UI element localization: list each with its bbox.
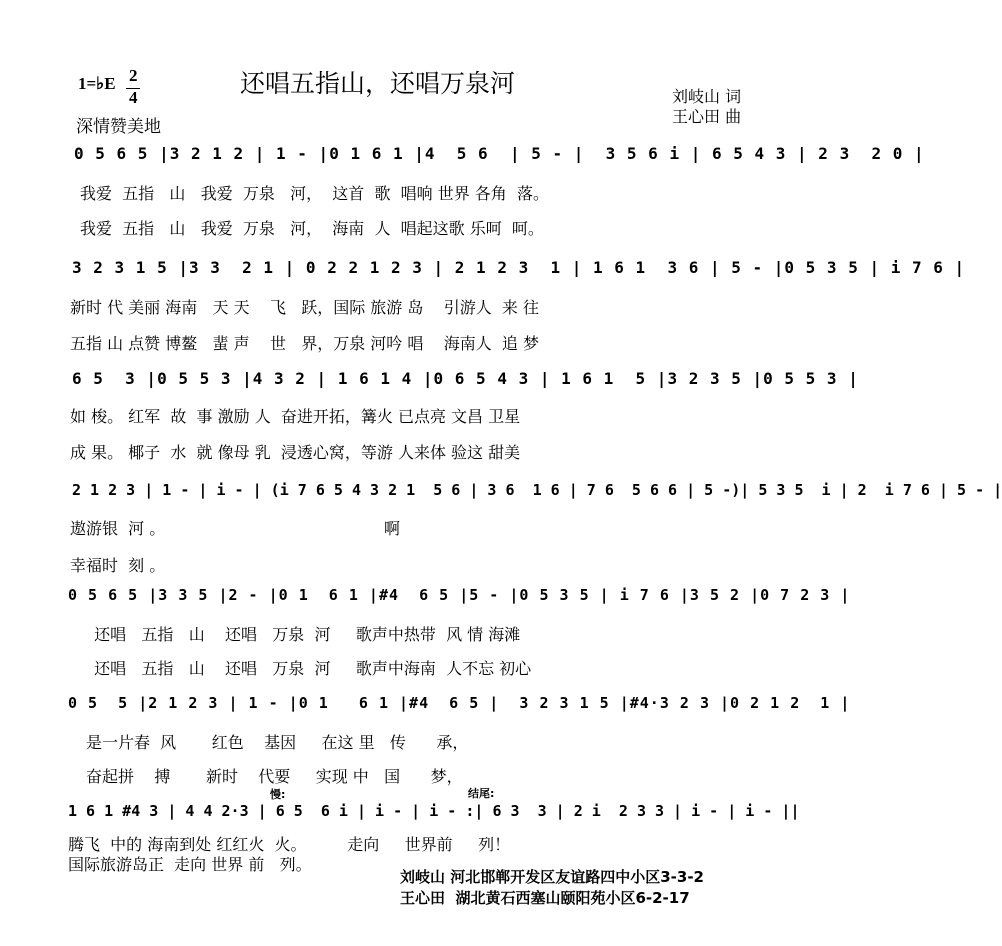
notation-line-3: 6 5 3 |0 5 5 3 |4 3 2 | 1 6 1 4 |0 6 5 4 3 | 1 6 1 5 |3 2 3 5 |0 5 5 3 | xyxy=(72,369,859,388)
lyric-line-4b: 幸福时 刻 。 xyxy=(70,556,166,575)
coda-marking: 结尾: xyxy=(468,787,495,800)
lyric-line-3a: 如 梭。 红军 故 事 激励 人 奋进开拓，篝火 已点亮 文昌 卫星 xyxy=(70,407,521,426)
notation-line-5: 0 5 6 5 |3 3 5 |2 - |0 1 6 1 |#4 6 5 |5 - |0 5 3 5 | i 7 6 |3 5 2 |0 7 2 3 | xyxy=(68,586,851,604)
notation-line-2: 3 2 3 1 5 |3 3 2 1 | 0 2 2 1 2 3 | 2 1 2 3 1 | 1 6 1 3 6 | 5 - |0 5 3 5 | i 7 6 | xyxy=(72,258,966,277)
notation-line-1: 0 5 6 5 |3 2 1 2 | 1 - |0 1 6 1 |4 5 6 | 5 - | 3 5 6 i | 6 5 4 3 | 2 3 2 0 | xyxy=(74,144,925,163)
song-title: 还唱五指山，还唱万泉河 xyxy=(240,69,516,98)
lyric-line-4a: 遨游银 河 。 啊 xyxy=(70,519,400,538)
lyric-line-5b: 还唱 五指 山 还唱 万泉 河 歌声中海南 人不忘 初心 xyxy=(84,659,532,678)
lyric-line-3b: 成 果。 椰子 水 就 像母 乳 浸透心窝，等游 人来体 验这 甜美 xyxy=(70,443,521,462)
notation-line-4: 2 1 2 3 | 1 - | i - | (i 7 6 5 4 3 2 1 5 6 | 3 6 1 6 | 7 6 5 6 6 | 5 -)| 5 3 5 i | 2 i 7 6 | 5 - | xyxy=(72,481,1002,499)
slow-marking: 慢: xyxy=(270,788,286,801)
tempo-marking: 深情赞美地 xyxy=(76,117,161,137)
composer-credit: 王心田 曲 xyxy=(672,107,742,126)
lyricist-address: 刘岐山 河北邯郸开发区友谊路四中小区3-3-2 xyxy=(400,868,704,886)
notation-line-7: 1 6 1 #4 3 | 4 4 2·3 | 6 5 6 i | i - | i - :| 6 3 3 | 2 i 2 3 3 | i - | i - || xyxy=(68,802,800,820)
composer-address: 王心田 湖北黄石西塞山颐阳苑小区6-2-17 xyxy=(400,889,690,907)
time-sig-top: 2 xyxy=(129,66,138,85)
lyric-line-1b: 我爱 五指 山 我爱 万泉 河， 海南 人 唱起这歌 乐呵 呵。 xyxy=(80,219,544,238)
lyric-line-5a: 还唱 五指 山 还唱 万泉 河 歌声中热带 风 情 海滩 xyxy=(84,625,521,644)
lyric-line-7a: 腾飞 中的 海南到处 红红火 火。 走向 世界前 列！ xyxy=(68,835,511,854)
lyricist-credit: 刘岐山 词 xyxy=(672,87,742,106)
lyric-line-7b: 国际旅游岛正 走向 世界 前 列。 xyxy=(68,855,312,874)
lyric-line-1a: 我爱 五指 山 我爱 万泉 河， 这首 歌 唱响 世界 各角 落。 xyxy=(80,184,549,203)
lyric-line-2b: 五指 山 点赞 博鳌 蜚 声 世 界，万泉 河吟 唱 海南人 追 梦 xyxy=(70,334,539,353)
lyric-line-2a: 新时 代 美丽 海南 天 天 飞 跃，国际 旅游 岛 引游人 来 往 xyxy=(70,298,539,317)
time-sig-bottom: 4 xyxy=(129,88,138,107)
lyric-line-6b: 奋起拼 搏 新时 代要 实现 中 国 梦， xyxy=(86,767,463,786)
lyric-line-6a: 是一片春 风 红色 基因 在这 里 传 承， xyxy=(86,733,469,752)
key-signature: 1=♭E xyxy=(78,74,116,93)
notation-line-6: 0 5 5 |2 1 2 3 | 1 - |0 1 6 1 |#4 6 5 | 3 2 3 1 5 |#4·3 2 3 |0 2 1 2 1 | xyxy=(68,694,851,712)
